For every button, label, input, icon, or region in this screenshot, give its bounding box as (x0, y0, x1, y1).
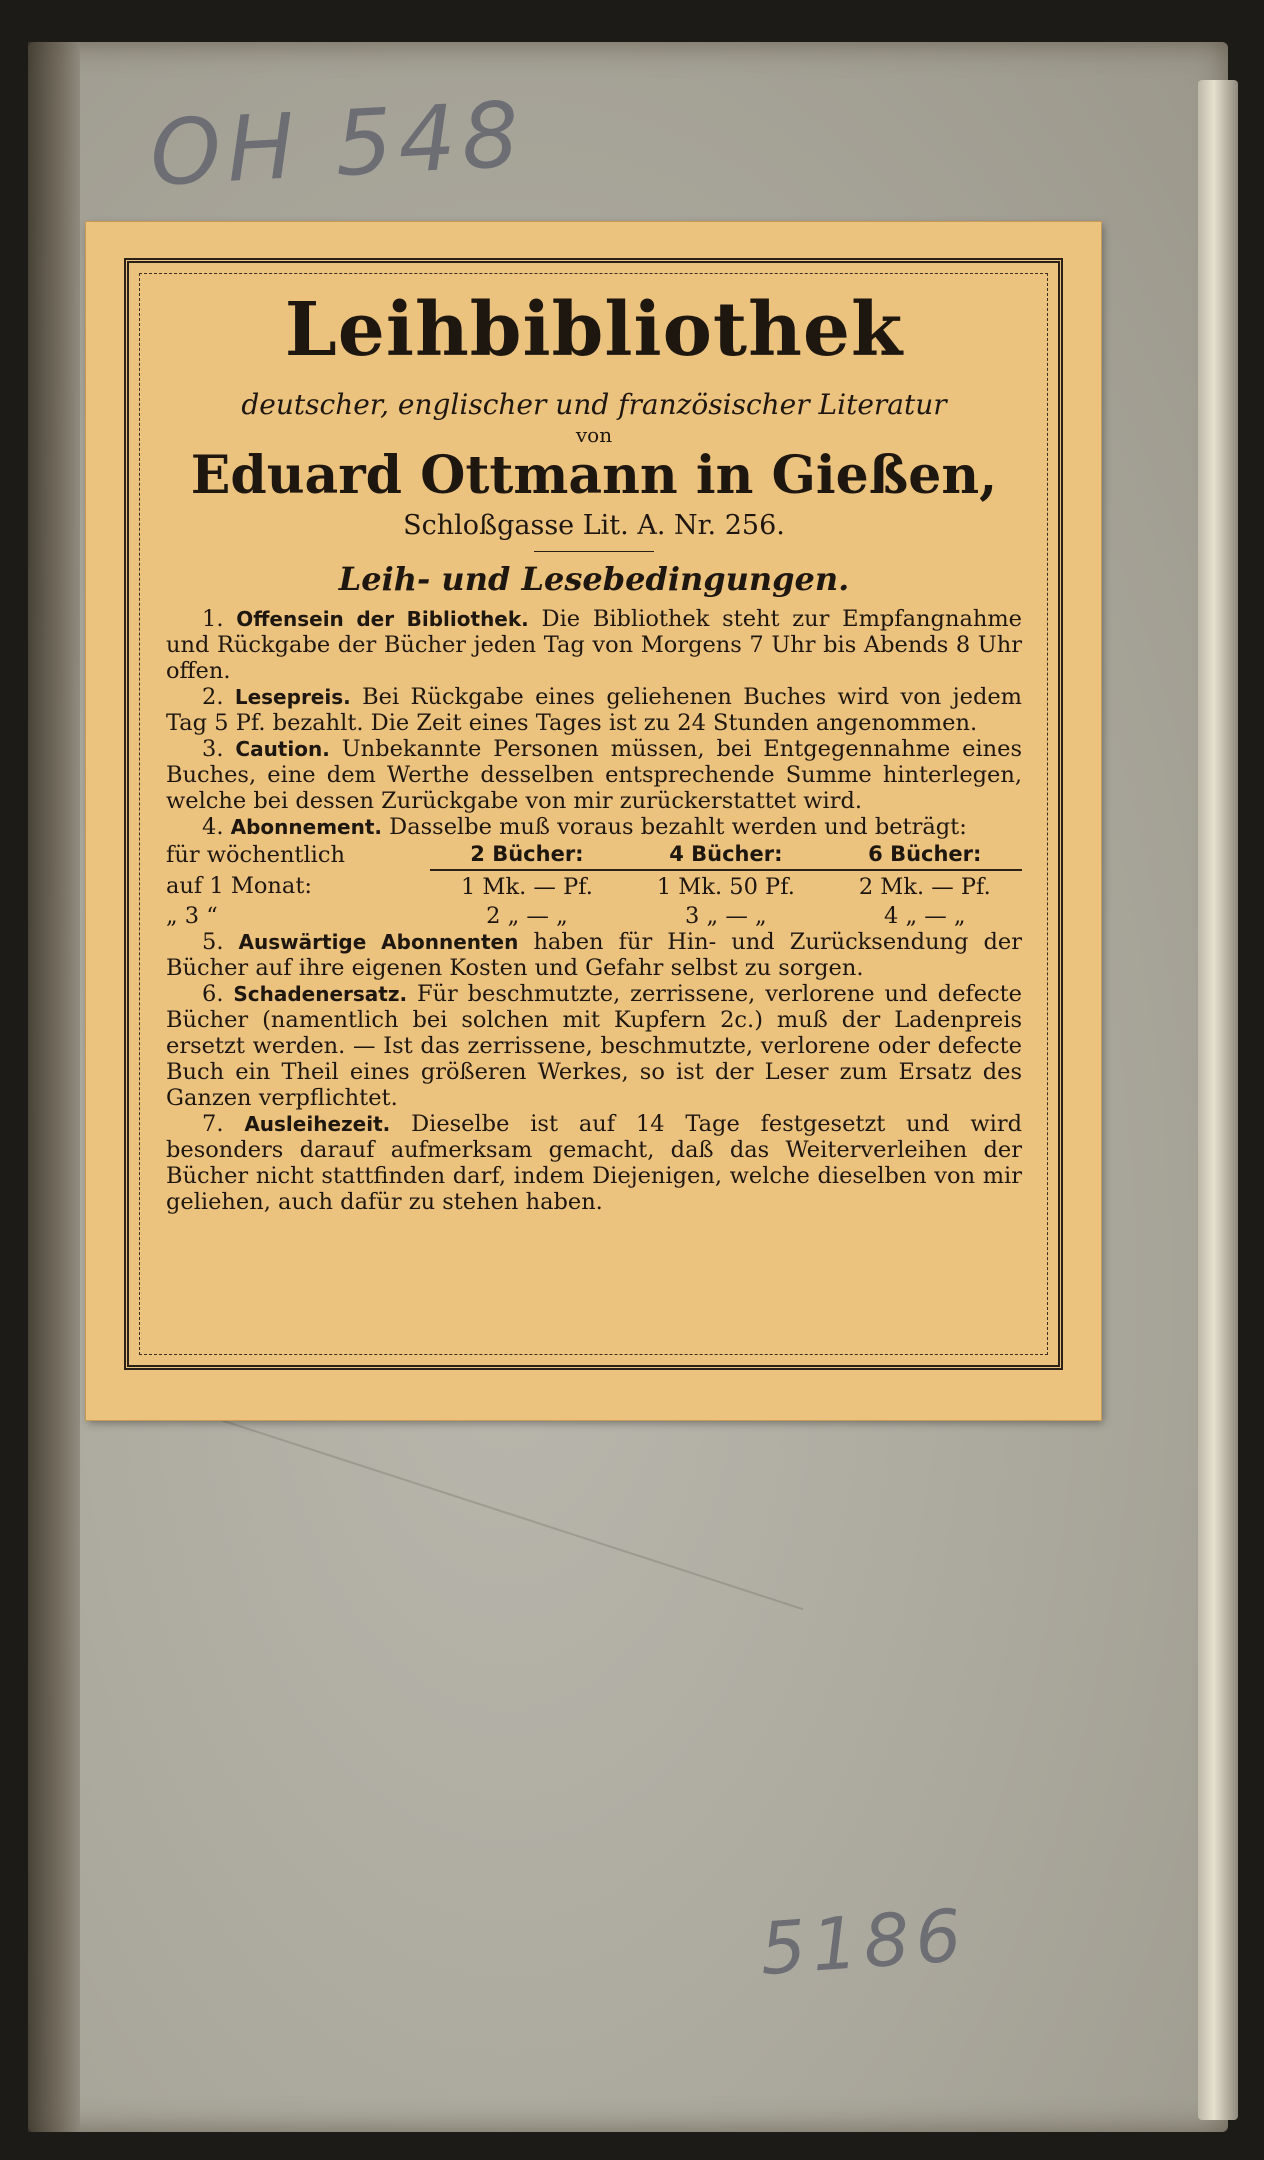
table-cell: 3 „ — „ (685, 902, 767, 929)
row-label: „ 3 “ (166, 902, 218, 929)
divider (534, 551, 654, 552)
label-content (166, 287, 1023, 1215)
section-4: 4. Abonnement. Dasselbe muß voraus bezahlt werden und beträgt: (202, 813, 967, 840)
table-cell: 2 Mk. — Pf. (858, 873, 991, 900)
table-cell: 1 Mk. 50 Pf. (656, 873, 795, 900)
price-header-row (166, 842, 1022, 870)
pencil-shelfmark: OH 548 (147, 82, 528, 207)
price-col-2: 2 Bücher: (430, 842, 624, 870)
owner-address: Schloßgasse Lit. A. Nr. 256. (403, 509, 785, 541)
section-2: 2. Lesepreis. Bei Rückgabe eines geliehenen Buches wird von jedem Tag 5 Pf. bezahlt. Die Zeit eines Tages ist zu 24 Stunden angenommen. (166, 683, 1022, 736)
price-table (166, 842, 1022, 929)
price-col-4: 4 Bücher: (624, 842, 827, 870)
label-von: von (575, 422, 613, 447)
label-title: Leihbibliothek (284, 287, 904, 373)
section-7: 7. Ausleihezeit. Dieselbe ist auf 14 Tage festgesetzt und wird besonders darauf aufmerksam gemacht, daß das Weiterverleihen der Bücher nicht stattfinden darf, indem Diejenigen, welche dieselben von mir geliehen, auch dafür zu stehen haben. (166, 1110, 1023, 1215)
table-row (166, 900, 1022, 929)
section-6: 6. Schadenersatz. Für beschmutzte, zerrissene, verlorene und defecte Bücher (namentlich bei solchen mit Kupfern 2c.) muß der Ladenpreis ersetzt werden. — Ist das zerrissene, beschmutzte, verlorene oder defecte Buch ein Theil eines größeren Werkes, so ist der Leser zum Ersatz des Ganzen verpflichtet. (166, 980, 1023, 1111)
page-edge (1198, 80, 1238, 2120)
label-subtitle: deutscher, englischer und französischer Literatur (241, 387, 947, 421)
table-cell: 4 „ — „ (883, 902, 966, 929)
table-cell: 1 Mk. — Pf. (460, 873, 593, 900)
conditions-heading: Leih- und Lesebedingungen. (338, 559, 850, 598)
pencil-number: 5186 (757, 1892, 970, 1992)
section-5: 5. Auswärtige Abonnenten haben für Hin- und Zurücksendung der Bücher auf ihre eigenen Kosten und Gefahr selbst zu sorgen. (166, 928, 1022, 981)
book-spine (28, 42, 80, 2132)
section-1: 1. Offensein der Bibliothek. Die Bibliothek steht zur Empfangnahme und Rückgabe der Bücher jeden Tag von Morgens 7 Uhr bis Abends 8 Uhr offen. (166, 605, 1022, 684)
owner-name: Eduard Ottmann in Gießen, (190, 444, 998, 506)
row-label: auf 1 Monat: (166, 873, 312, 900)
section-3: 3. Caution. Unbekannte Personen müssen, bei Entgegennahme eines Buches, eine dem Werthe desselben entsprechende Summe hinterlegen, welche bei dessen Zurückgabe von mir zurückerstattet wird. (166, 735, 1023, 814)
price-header-label: für wöchentlich (166, 841, 345, 868)
price-col-6: 6 Bücher: (828, 842, 1022, 870)
library-label (86, 222, 1101, 1420)
table-row (166, 870, 1022, 900)
table-cell: 2 „ — „ (486, 902, 568, 929)
